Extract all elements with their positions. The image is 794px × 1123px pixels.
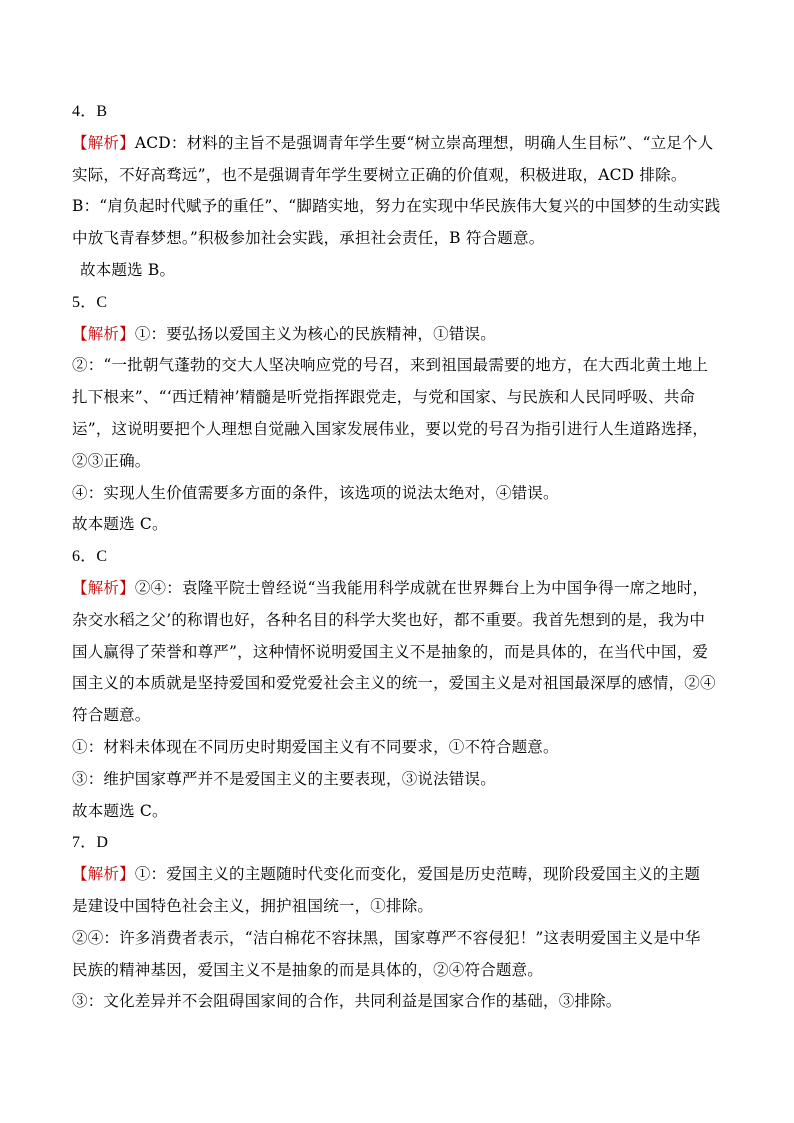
line-text: 扎下根来”、“‘西迁精神’精髓是听党指挥跟党走，与党和国家、与民族和人民同呼吸、共命 <box>72 388 696 407</box>
question-answer: 6．C <box>72 548 108 566</box>
line-text: 中放飞青春梦想。”积极参加社会实践，承担社会责任，B 符合题意。 <box>72 229 545 248</box>
line-text: ②：“一批朝气蓬勃的交大人坚决响应党的号召，来到祖国最需要的地方，在大西北黄土地上 <box>72 356 709 375</box>
line-text: ②④：许多消费者表示，“洁白棉花不容抹黑，国家尊严不容侵犯！”这表明爱国主义是中华 <box>72 928 701 947</box>
line-text: B：“肩负起时代赋予的重任”、“脚踏实地，努力在实现中华民族伟大复兴的中国梦的生动实践 <box>72 197 721 216</box>
text-line <box>72 160 732 192</box>
question-number <box>72 827 732 859</box>
analysis-tag: 【解析】 <box>72 133 135 152</box>
analysis-tag: 【解析】 <box>72 578 135 597</box>
line-text: ①：材料未体现在不同历史时期爱国主义有不同要求，①不符合题意。 <box>72 737 559 756</box>
line-text: 故本题选 C。 <box>72 515 168 534</box>
text-line <box>72 923 732 955</box>
analysis-line <box>72 128 732 160</box>
text-line <box>72 986 732 1018</box>
text-line <box>72 478 732 510</box>
analysis-text: ACD：材料的主旨不是强调青年学生要“树立崇高理想，明确人生目标”、“立足个人 <box>134 133 714 152</box>
line-text: 符合题意。 <box>72 706 151 725</box>
conclusion-line <box>72 255 732 287</box>
text-line <box>72 191 732 223</box>
text-line <box>72 637 732 669</box>
question-number <box>72 96 732 128</box>
analysis-text: ①：要弘扬以爱国主义为核心的民族精神，①错误。 <box>134 324 496 343</box>
text-line <box>72 223 732 255</box>
question-answer: 4．B <box>72 103 108 120</box>
line-text: 是建设中国特色社会主义，拥护祖国统一，①排除。 <box>72 896 434 915</box>
line-text: ③：文化差异并不会阻碍国家间的合作，共同利益是国家合作的基础，③排除。 <box>72 992 622 1011</box>
line-text: 国人赢得了荣誉和尊严”，这种情怀说明爱国主义不是抽象的，而是具体的，在当代中国，爱 <box>72 642 709 661</box>
answer-explanation-page <box>72 96 732 1018</box>
analysis-line <box>72 859 732 891</box>
line-text: ③：维护国家尊严并不是爱国主义的主要表现，③说法错误。 <box>72 769 496 788</box>
line-text: 杂交水稻之父’的称谓也好，各种名目的科学大奖也好，都不重要。我首先想到的是，我为中 <box>72 610 706 629</box>
text-line <box>72 350 732 382</box>
text-line <box>72 446 732 478</box>
question-number <box>72 541 732 573</box>
text-line <box>72 732 732 764</box>
text-line <box>72 764 732 796</box>
analysis-line <box>72 319 732 351</box>
line-text: ②③正确。 <box>72 451 151 470</box>
analysis-tag: 【解析】 <box>72 865 135 884</box>
text-line <box>72 414 732 446</box>
line-text: 故本题选 C。 <box>72 801 168 820</box>
text-line <box>72 605 732 637</box>
line-text: 实际，不好高骛远”，也不是强调青年学生要树立正确的价值观，积极进取，ACD 排除。 <box>72 165 687 184</box>
text-line <box>72 509 732 541</box>
question-number <box>72 287 732 319</box>
analysis-text: ①：爱国主义的主题随时代变化而变化，爱国是历史范畴，现阶段爱国主义的主题 <box>134 865 701 884</box>
text-line <box>72 891 732 923</box>
line-text: 运”，这说明要把个人理想自觉融入国家发展伟业，要以党的号召为指引进行人生道路选择， <box>72 419 709 438</box>
text-line <box>72 668 732 700</box>
text-line <box>72 955 732 987</box>
analysis-line <box>72 573 732 605</box>
line-text: 民族的精神基因，爱国主义不是抽象的而是具体的，②④符合题意。 <box>72 960 544 979</box>
analysis-tag: 【解析】 <box>72 324 135 343</box>
line-text: 国主义的本质就是坚持爱国和爱党爱社会主义的统一，爱国主义是对祖国最深厚的感情，②④ <box>72 674 716 693</box>
text-line <box>72 382 732 414</box>
question-answer: 5．C <box>72 293 108 311</box>
question-answer: 7．D <box>72 834 109 852</box>
text-line <box>72 700 732 732</box>
line-text: 故本题选 B。 <box>80 260 176 279</box>
line-text: ④：实现人生价值需要多方面的条件，该选项的说法太绝对，④错误。 <box>72 483 559 502</box>
analysis-text: ②④：袁隆平院士曾经说“当我能用科学成就在世界舞台上为中国争得一席之地时， <box>134 578 709 597</box>
text-line <box>72 796 732 828</box>
